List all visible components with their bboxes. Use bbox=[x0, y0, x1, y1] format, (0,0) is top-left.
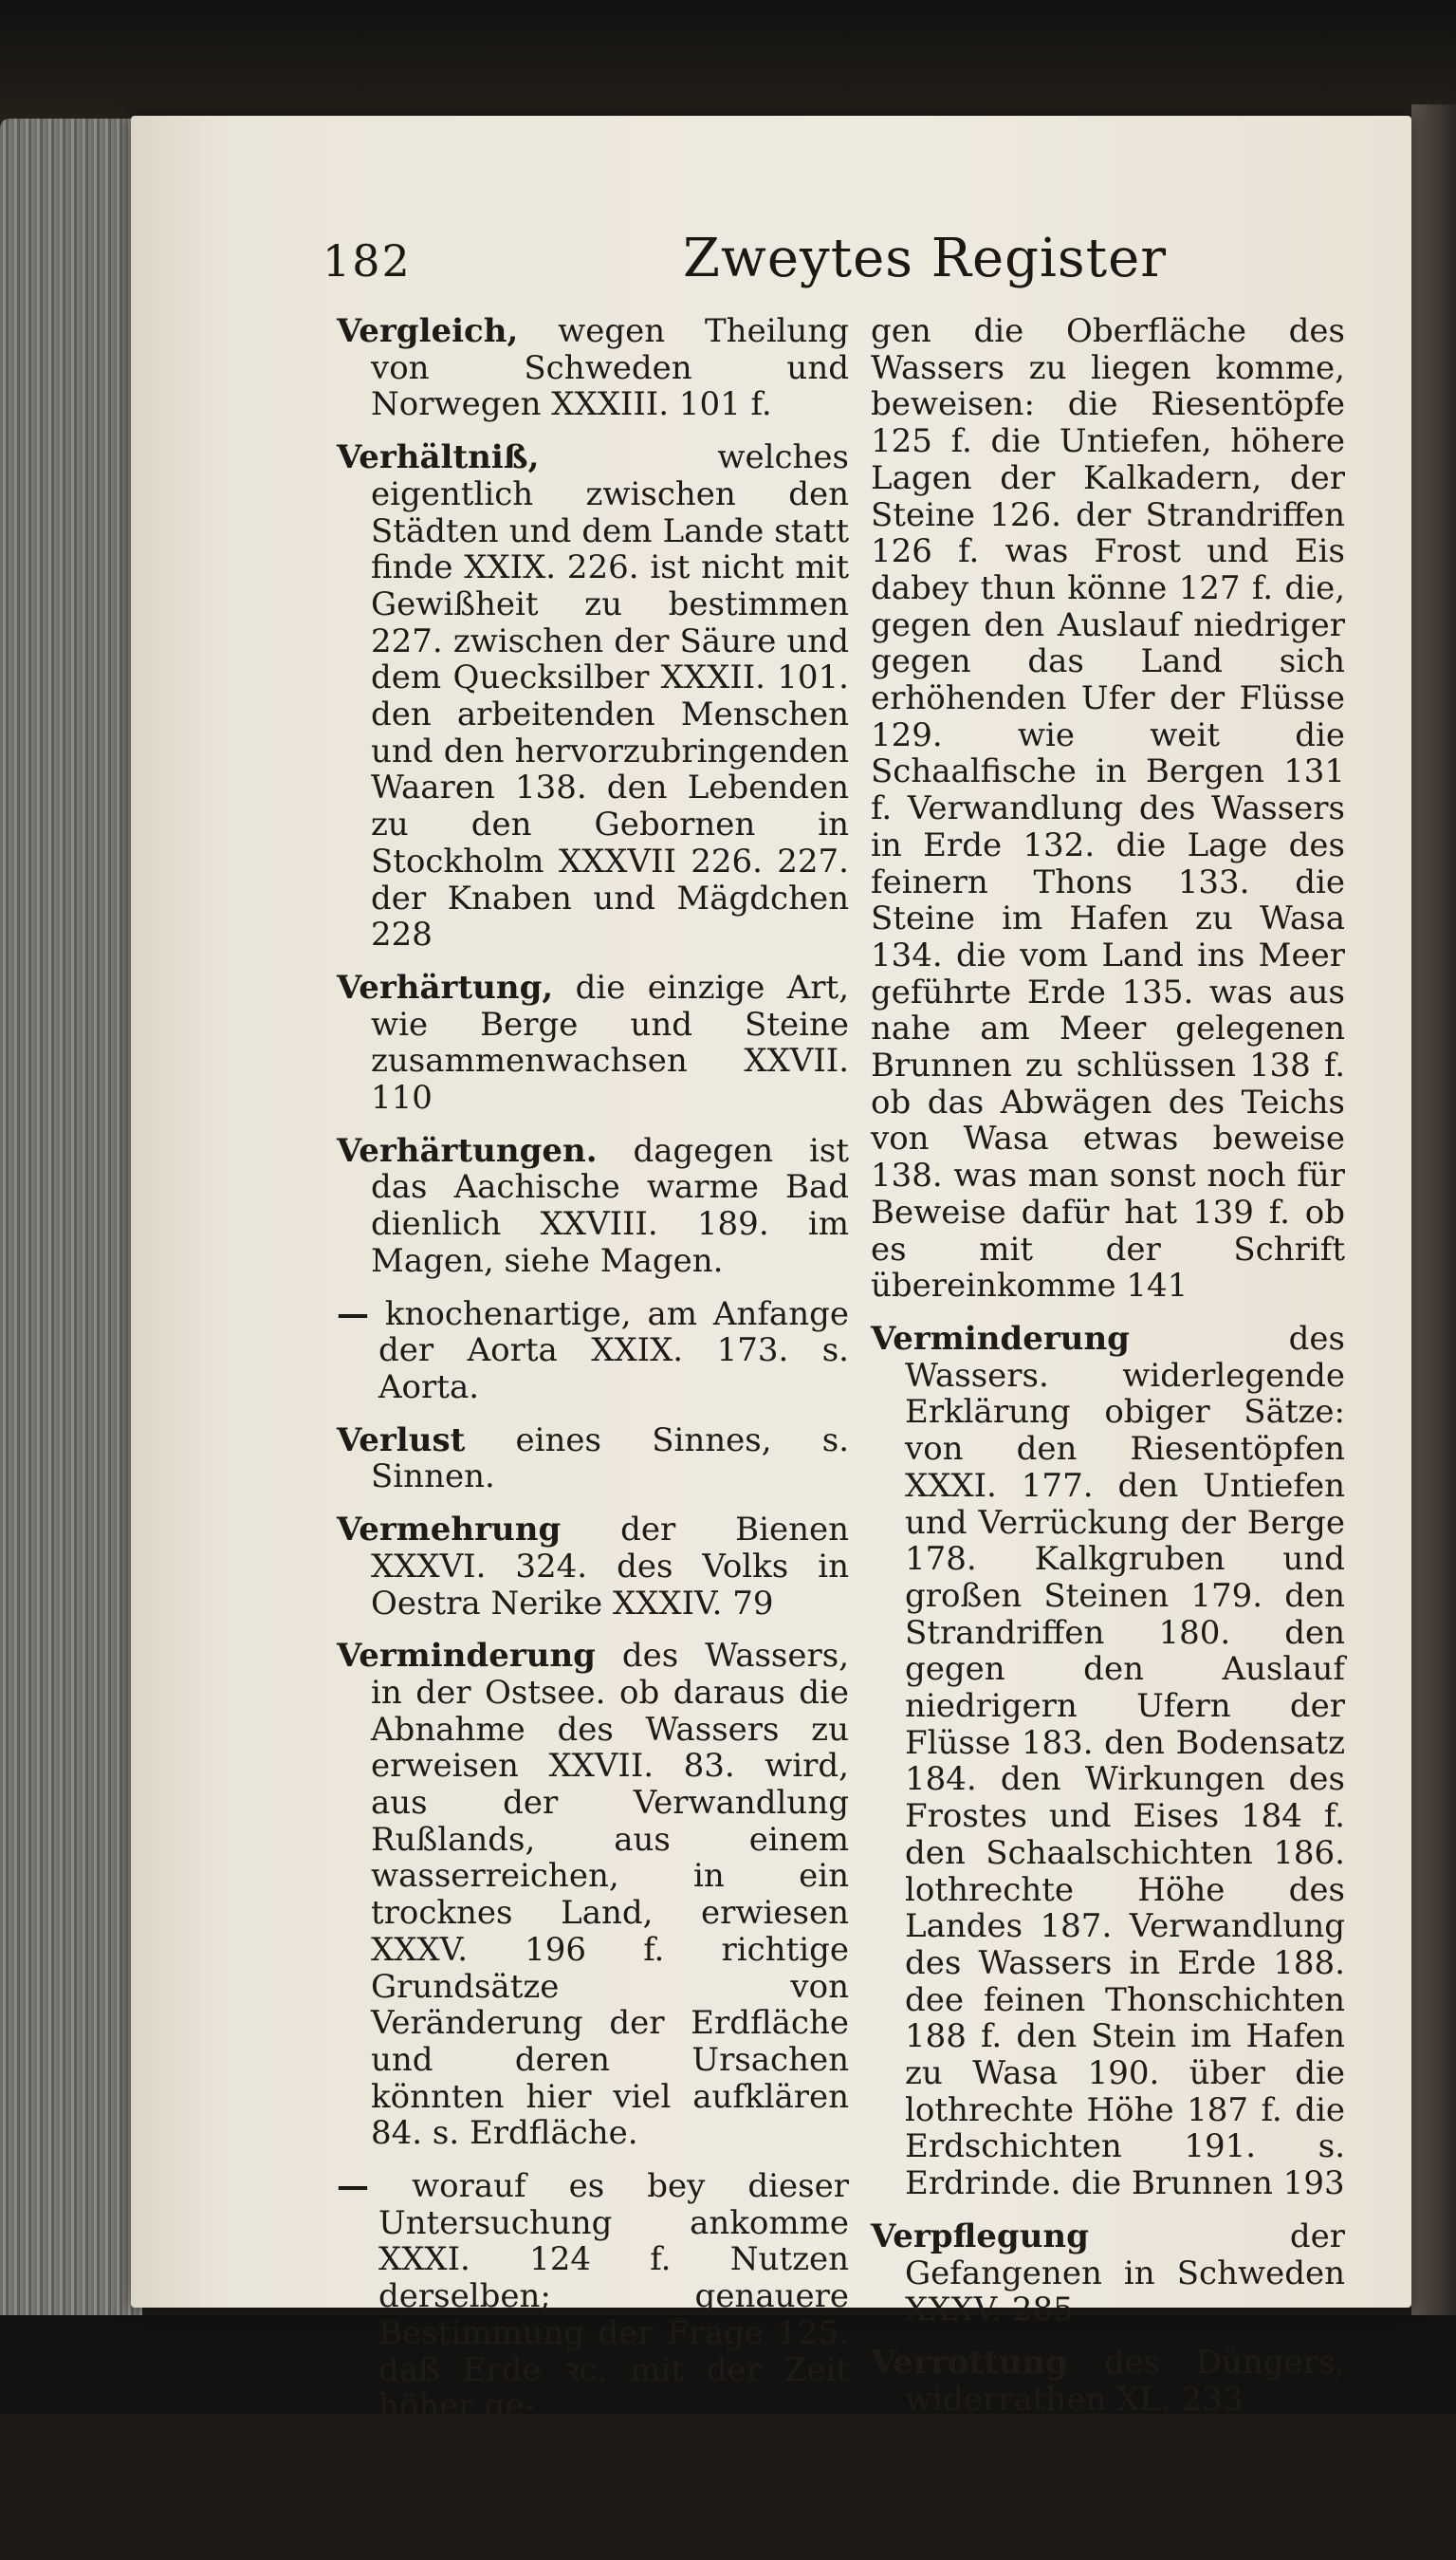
entry-text: des Düngers, widerrathen XL. 233 bbox=[905, 2343, 1345, 2419]
right-column bbox=[871, 313, 1345, 2560]
register-entry bbox=[337, 313, 849, 423]
register-entry bbox=[337, 1422, 849, 1495]
entry-text: des Wassers. widerlegende Erklärung obiger Sätze: von den Riesentöpfen XXXI. 177. den Untiefen und Verrückung der Berge 178. Kalkgruben und großen Steinen 179. den Strandriffen 180. den gegen den Auslauf niedrigern Ufern der Flüsse 183. den Bodensatz 184. den Wirkungen des Frostes und Eises 184 f. den Schaalschichten 186. lothrechte Höhe des Landes 187. Verwandlung des Wassers in Erde 188. dee feinen Thonschichten 188 f. den Stein im Hafen zu Wasa 190. über die lothrechte Höhe 187 f. die Erdschichten 191. s. Erdrinde. die Brunnen 193 bbox=[905, 1319, 1345, 2203]
entry-text: die einzige Art, wie Berge und Steine zusammenwachsen XXVII. 110 bbox=[371, 968, 849, 1118]
entry-headword: Vergleich, bbox=[337, 312, 519, 350]
register-entry bbox=[337, 1512, 849, 1622]
entry-text: eines Sinnes, s. Sinnen. bbox=[371, 1420, 849, 1496]
dark-backdrop bbox=[0, 0, 1456, 123]
left-column bbox=[337, 313, 849, 2441]
book-right-edge bbox=[1411, 104, 1456, 2344]
register-entry bbox=[871, 2434, 1345, 2544]
entry-dash: — bbox=[337, 1294, 369, 1333]
register-subentry bbox=[337, 2168, 849, 2425]
entry-text: der Bienen XXXVI. 324. des Volks in Oestra Nerike XXXIV. 79 bbox=[371, 1511, 850, 1623]
register-entry bbox=[871, 2218, 1345, 2328]
entry-text: des Wassers, in der Ostsee. ob daraus die Abnahme des Wassers zu erweisen XXVII. 83. wird, aus der Verwandlung Rußlands, aus einem wasserreichen, in ein trocknes Land, erwiesen XXXV. 196 f. richtige Grundsätze von Veränderung der Erdfläche und deren Ursachen könnten hier viel aufklären 84. s. Erdfläche. bbox=[371, 1637, 849, 2153]
entry-headword: Verminderung bbox=[337, 1637, 596, 1676]
entry-text: wegen Theilung von Schweden und Norwegen XXXIII. 101 f. bbox=[371, 312, 849, 424]
register-entry bbox=[337, 970, 849, 1117]
register-entry bbox=[337, 439, 849, 954]
entry-text: der Gefangenen in Schweden XXXV. 285 bbox=[905, 2217, 1345, 2329]
entry-headword: Verlust bbox=[337, 1420, 466, 1459]
register-entry bbox=[871, 1321, 1345, 2202]
entry-headword: Verhärtung, bbox=[337, 968, 554, 1007]
entry-headword: Verminderung bbox=[871, 1319, 1130, 1358]
register-entry bbox=[871, 2345, 1345, 2418]
entry-headword: Verrottung bbox=[871, 2343, 1069, 2382]
entry-text: knochenartige, am Anfange der Aorta XXIX. 173. s. Aorta. bbox=[378, 1294, 849, 1406]
page-number: 182 bbox=[323, 235, 412, 287]
entry-dash: — bbox=[337, 2167, 369, 2206]
entry-headword: Vermehrung bbox=[337, 1511, 562, 1549]
entry-text: gen die Oberfläche des Wassers zu liegen komme, beweisen: die Riesentöpfe 125 f. die Untiefen, höhere Lagen der Kalkadern, der Steine 126. der Strandriffen 126 f. was Frost und Eis dabey thun könne 127 f. die, gegen den Auslauf niedriger gegen das Land sich erhöhenden Ufer der Flüsse 129. wie weit die Schaalfische in Bergen 131 f. Verwandlung des Wassers in Erde 132. die Lage des feinern Thons 133. die Steine im Hafen zu Wasa 134. die vom Land ins Meer geführte Erde 135. was aus nahe am Meer gelegenen Brunnen zu schlüssen 138 f. ob das Abwägen des Teichs von Wasa etwas beweise 138. was man sonst noch für Beweise dafür hat 139 f. ob es mit der Schrift übereinkomme 141 bbox=[871, 312, 1345, 1306]
register-entry bbox=[337, 1133, 849, 1280]
entry-headword: Verhältniß, bbox=[337, 438, 540, 477]
register-subentry bbox=[337, 1296, 849, 1406]
entry-text: sind Beweise der Veränderung der Erdfläche XXVII. bbox=[905, 2433, 1345, 2545]
book-page-edges bbox=[0, 119, 142, 2329]
register-entry bbox=[337, 1638, 849, 2152]
entry-text: dagegen ist das Aachische warme Bad dienlich XXVIII. 189. im Magen, siehe Magen. bbox=[371, 1131, 850, 1280]
entry-headword: Verhärtungen. bbox=[337, 1131, 598, 1170]
entry-headword: Verpflegung bbox=[871, 2217, 1089, 2255]
running-head: Zweytes Register bbox=[683, 228, 1168, 289]
register-entry-continuation bbox=[871, 313, 1345, 1305]
entry-text: welches eigentlich zwischen den Städten und dem Lande statt finde XXIX. 226. ist nicht mit Gewißheit zu bestimmen 227. zwischen der Säure und dem Quecksilber XXXII. 101. den arbeitenden Menschen und den hervorzubringenden Waaren 138. den Lebenden zu den Gebornen in Stockholm XXXVII 226. 227. der Knaben und Mägdchen 228 bbox=[371, 438, 849, 955]
entry-headword: Versteinerungen, bbox=[871, 2433, 1182, 2472]
entry-text: worauf es bey dieser Untersuchung ankomme XXXI. 124 f. Nutzen derselben; genauere Bestimmung der Frage 125. daß Erde ꝛc. mit der Zeit höher ge- bbox=[378, 2167, 849, 2426]
